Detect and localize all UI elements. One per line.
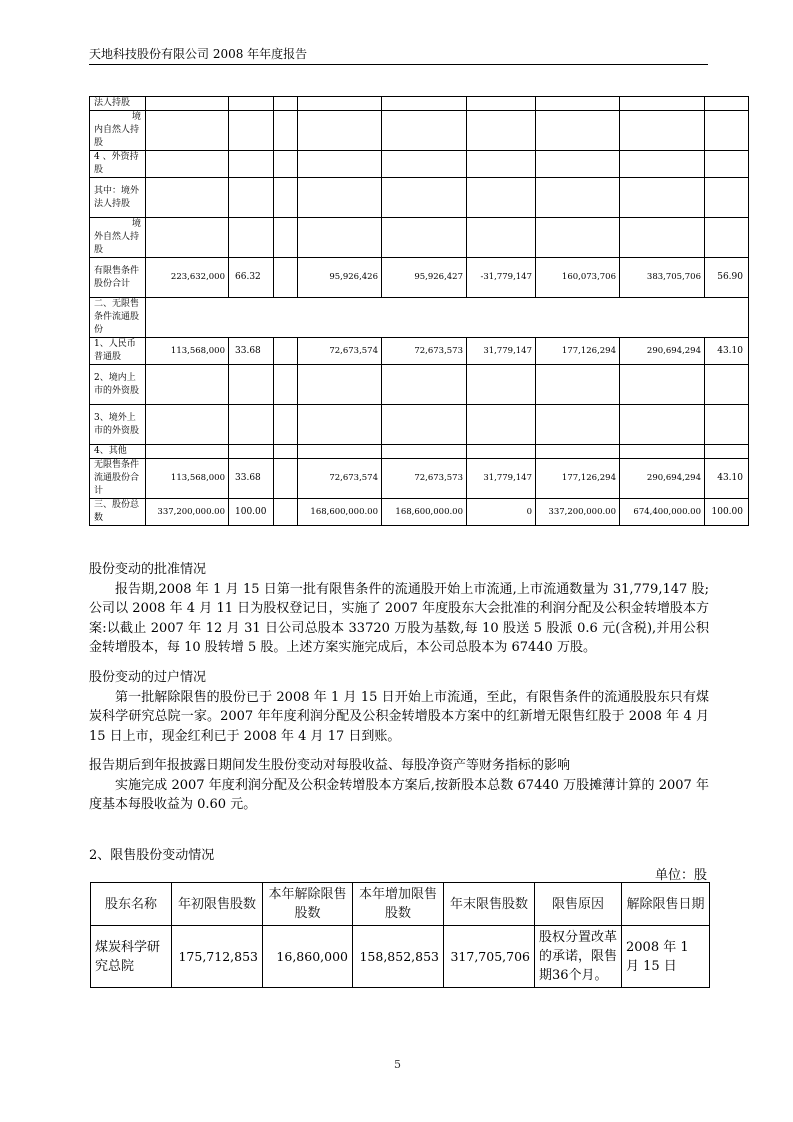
page-header: 天地科技股份有限公司 2008 年年度报告 [89,46,708,65]
cell-col-2 [229,151,274,178]
cell-col-6 [467,445,536,459]
restricted-heading-block [89,846,709,866]
row-label [90,111,146,151]
row-label-text: 其中：境外法人持股 [94,185,140,209]
table-row [90,258,749,298]
table-row [90,365,749,405]
cell-col-6 [467,218,536,258]
cell-col-7: 337,200,000.00 [536,499,620,526]
table-row [90,445,749,459]
cell-col-3 [274,365,298,405]
cell-col-8 [620,218,705,258]
cell-col-3 [274,178,298,218]
cell-col-1 [146,178,229,218]
cell-col-2 [229,218,274,258]
cell-col-1 [146,445,229,459]
cell-col-7 [536,445,620,459]
cell-col-8: 290,694,294 [620,459,705,499]
cell-col-9 [705,445,749,459]
restricted-shares-table [90,882,710,988]
row-label-text: 内自然人持股 [94,125,140,148]
row-label [90,178,146,218]
cell-col-2 [229,178,274,218]
cell-col-3 [274,338,298,365]
released-cell: 16,860,000 [263,926,353,988]
approval-section [89,560,709,658]
cell-col-5: 72,673,573 [382,338,467,365]
table-row [91,926,710,988]
table-row [90,499,749,526]
cell-col-1: 113,568,000 [146,338,229,365]
cell-col-1 [146,405,229,445]
row-label [90,151,146,178]
cell-col-6 [467,178,536,218]
cell-col-8 [620,365,705,405]
cell-col-3 [274,499,298,526]
row-label-indent: 境 [131,112,141,122]
cell-col-8 [620,178,705,218]
col-header-added: 本年增加限售股数 [353,883,444,926]
row-label-text: 3、境外上市的外资股 [94,412,140,436]
cell-col-1: 113,568,000 [146,459,229,499]
cell-col-3 [274,459,298,499]
cell-col-6: -31,779,147 [467,258,536,298]
cell-col-1 [146,151,229,178]
table-row [90,459,749,499]
table-row [90,151,749,178]
cell-col-7 [536,218,620,258]
cell-col-6: 0 [467,499,536,526]
cell-col-2 [229,97,274,111]
cell-col-5 [382,97,467,111]
cell-col-9 [705,111,749,151]
cell-col-5 [382,405,467,445]
row-label-text: 无限售条件流通股份合计 [94,460,140,496]
cell-col-8 [620,405,705,445]
cell-col-7 [536,97,620,111]
cell-col-3 [274,97,298,111]
cell-col-7 [536,111,620,151]
end-cell: 317,705,706 [444,926,535,988]
cell-col-2: 33.68 [229,459,274,499]
cell-col-4 [298,445,382,459]
col-header-release-date: 解除限售日期 [622,883,710,926]
cell-col-4 [298,178,382,218]
start-cell: 175,712,853 [172,926,263,988]
cell-col-9 [705,178,749,218]
row-label [90,405,146,445]
cell-col-7 [536,405,620,445]
cell-col-5: 168,600,000.00 [382,499,467,526]
table-row [90,97,749,111]
cell-col-8 [620,445,705,459]
cell-col-6: 31,779,147 [467,459,536,499]
cell-col-5 [382,445,467,459]
cell-col-5: 72,673,573 [382,459,467,499]
cell-col-2: 33.68 [229,338,274,365]
table-row [90,405,749,445]
approval-body: 报告期,2008 年 1 月 15 日第一批有限售条件的流通股开始上市流通,上市流通数量为 31,779,147 股;公司以 2008 年 4 月 11 日为股权登记日，实施了 2007 年度股东大会批准的利润分配及公积金转增股本方案:以截止 2007 年 12 月 31 日公司总股本 33720 万股为基数,每 10 股送 5 股派 0.6 元(含税),并用公积金转增股本，每 10 股转增 5 股。上述方案实施完成后，本公司总股本为 67440 万股。 [89,581,709,655]
cell-col-8 [620,97,705,111]
cell-col-5 [382,365,467,405]
holder-cell: 煤炭科学研究总院 [91,926,172,988]
cell-col-4: 168,600,000.00 [298,499,382,526]
cell-col-5 [382,178,467,218]
cell-col-9: 43.10 [705,459,749,499]
row-label-text: 法人持股 [94,98,131,108]
row-label [90,258,146,298]
row-label-text: 外自然人持股 [94,232,140,255]
row-empty-span [146,298,749,338]
cell-col-1 [146,97,229,111]
cell-col-8: 674,400,000.00 [620,499,705,526]
cell-col-5 [382,151,467,178]
share-change-table [89,96,749,526]
cell-col-7: 177,126,294 [536,338,620,365]
cell-col-2: 100.00 [229,499,274,526]
col-header-reason: 限售原因 [535,883,622,926]
cell-col-1: 337,200,000.00 [146,499,229,526]
added-cell: 158,852,853 [353,926,444,988]
cell-col-4 [298,405,382,445]
table-row [90,298,749,338]
table-row [90,338,749,365]
cell-col-9 [705,151,749,178]
cell-col-2 [229,405,274,445]
approval-heading: 股份变动的批准情况 [89,562,207,577]
col-header-end: 年末限售股数 [444,883,535,926]
cell-col-5 [382,218,467,258]
cell-col-8: 383,705,706 [620,258,705,298]
release-date-cell: 2008 年 1 月 15 日 [622,926,710,988]
row-label [90,97,146,111]
impact-heading: 报告期后到年报披露日期间发生股份变动对每股收益、每股净资产等财务指标的影响 [89,758,571,773]
cell-col-3 [274,405,298,445]
transfer-section [89,668,709,746]
cell-col-9 [705,405,749,445]
row-label [90,445,146,459]
impact-body: 实施完成 2007 年度利润分配及公积金转增股本方案后,按新股本总数 67440 万股摊薄计算的 2007 年度基本每股收益为 0.60 元。 [89,777,709,812]
cell-col-4 [298,365,382,405]
impact-section [89,756,709,815]
row-label [90,365,146,405]
cell-col-1 [146,365,229,405]
cell-col-4 [298,218,382,258]
col-header-start: 年初限售股数 [172,883,263,926]
cell-col-3 [274,151,298,178]
cell-col-6 [467,405,536,445]
cell-col-2 [229,445,274,459]
restricted-heading: 2、限售股份变动情况 [89,848,215,863]
row-label [90,459,146,499]
cell-col-4: 95,926,426 [298,258,382,298]
cell-col-1 [146,218,229,258]
cell-col-9: 56.90 [705,258,749,298]
cell-col-4 [298,111,382,151]
row-label-text: 4、其他 [94,446,127,456]
row-label [90,338,146,365]
cell-col-5: 95,926,427 [382,258,467,298]
cell-col-4 [298,151,382,178]
table-row [90,218,749,258]
cell-col-7: 160,073,706 [536,258,620,298]
cell-col-3 [274,111,298,151]
transfer-heading: 股份变动的过户情况 [89,670,207,685]
cell-col-6 [467,365,536,405]
cell-col-6 [467,111,536,151]
cell-col-2 [229,365,274,405]
cell-col-8: 290,694,294 [620,338,705,365]
cell-col-6 [467,97,536,111]
cell-col-1 [146,111,229,151]
row-label [90,499,146,526]
cell-col-3 [274,445,298,459]
cell-col-5 [382,111,467,151]
cell-col-7 [536,151,620,178]
row-label-text: 4 、外资持股 [94,152,139,175]
cell-col-7 [536,365,620,405]
cell-col-6 [467,151,536,178]
row-label [90,218,146,258]
cell-col-9: 100.00 [705,499,749,526]
cell-col-2: 66.32 [229,258,274,298]
unit-label: 单位：股 [654,868,707,883]
cell-col-9 [705,365,749,405]
table-row [90,111,749,151]
cell-col-8 [620,151,705,178]
cell-col-7 [536,178,620,218]
cell-col-1: 223,632,000 [146,258,229,298]
cell-col-4: 72,673,574 [298,338,382,365]
cell-col-9: 43.10 [705,338,749,365]
cell-col-9 [705,97,749,111]
reason-cell: 股权分置改革的承诺，限售期36个月。 [535,926,622,988]
cell-col-6: 31,779,147 [467,338,536,365]
cell-col-3 [274,258,298,298]
page-number: 5 [394,1058,401,1071]
cell-col-7: 177,126,294 [536,459,620,499]
table-header-row [91,883,710,926]
row-label-text: 1、人民币普通股 [94,339,136,362]
cell-col-4 [298,97,382,111]
transfer-body: 第一批解除限售的股份已于 2008 年 1 月 15 日开始上市流通，至此，有限售条件的流通股股东只有煤炭科学研究总院一家。2007 年年度利润分配及公积金转增股本方案中的红新增无限售红股于 2008 年 4 月 15 日上市，现金红利已于 2008 年 4 月 17 日到账。 [89,689,709,744]
table-row [90,178,749,218]
cell-col-2 [229,111,274,151]
col-header-holder: 股东名称 [91,883,172,926]
cell-col-9 [705,218,749,258]
row-label-text: 三、股份总数 [94,500,140,523]
cell-col-8 [620,111,705,151]
row-label-text: 2、境内上市的外资股 [94,372,140,396]
row-label-text: 有限售条件股份合计 [94,265,140,289]
cell-col-4: 72,673,574 [298,459,382,499]
row-label [90,298,146,338]
col-header-released: 本年解除限售股数 [263,883,353,926]
cell-col-3 [274,218,298,258]
row-label-indent: 境 [131,219,141,229]
row-label-text: 二、无限售条件流通股份 [94,299,140,335]
